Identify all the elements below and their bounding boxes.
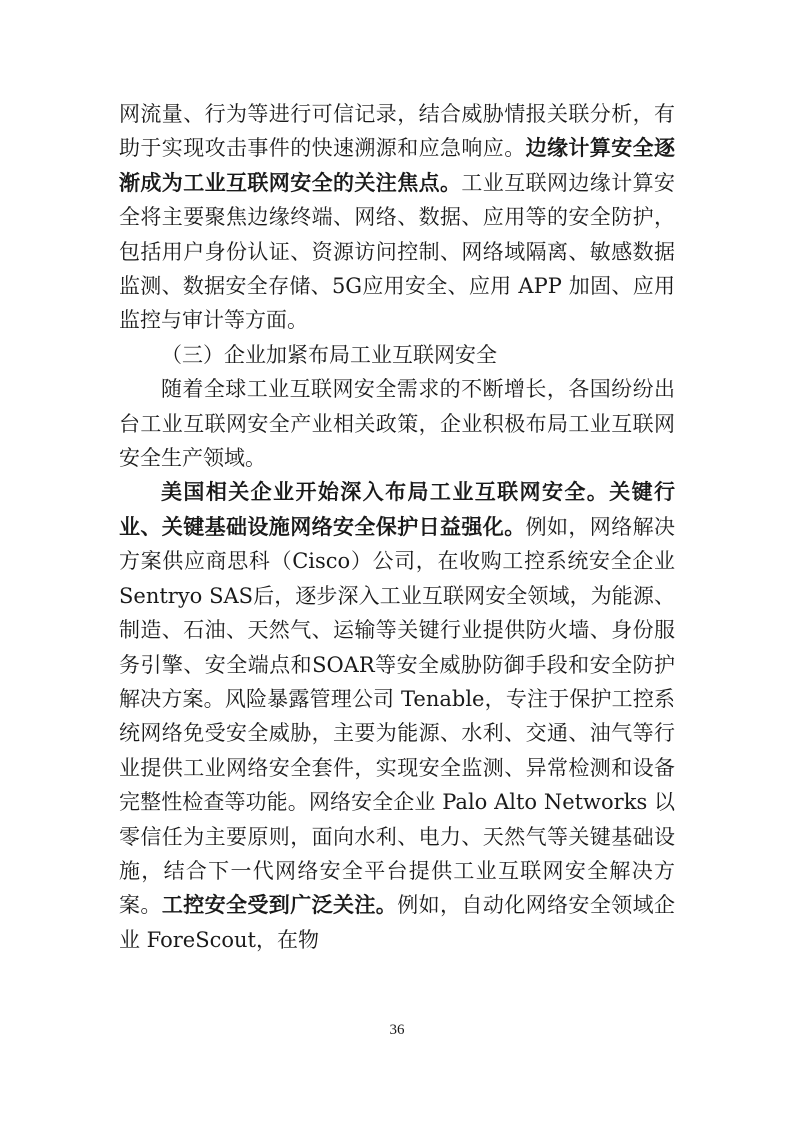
page-number: 36 bbox=[389, 1022, 405, 1038]
paragraph-industry-growth: 随着全球工业互联网安全需求的不断增长，各国纷纷出台工业互联网安全产业相关政策，企业积极布局工业互联网安全生产领域。 bbox=[119, 377, 675, 471]
emphasis-run: 美国相关企业开始深入布局工业互联网安全。关键行业、关键基础设施网络安全保护日益强化。 bbox=[119, 480, 675, 539]
body-text bbox=[119, 97, 675, 957]
emphasis-run: 边缘计算安全逐渐成为工业互联网安全的关注焦点。 bbox=[119, 136, 676, 195]
paragraph-us-enterprises bbox=[119, 475, 675, 957]
text-run: 例如，网络解决方案供应商思科（Cisco）公司，在收购工控系统安全企业 Sentryo SAS后，逐步深入工业互联网安全领域，为能源、制造、石油、天然气、运输等关键行业提供防火墙、身份服务引擎、安全端点和SOAR等安全威胁防御手段和安全防护解决方案。风险暴露管理公司 Tenable，专注于保护工控系统网络免受安全威胁，主要为能源、水利、交通、油气等行业提供工业网络安全套件，实现安全监测、异常检测和设备完整性检查等功能。网络安全企业 Palo Alto Networks 以零信任为主要原则，面向水利、电力、天然气等关键基础设施，结合下一代网络安全平台提供工业互联网安全解决方案。 bbox=[119, 514, 676, 918]
text-run: 工业互联网边缘计算安全将主要聚焦边缘终端、网络、数据、应用等的安全防护，包括用户身份认证、资源访问控制、网络域隔离、敏感数据监测、数据安全存储、5G应用安全、应用 APP 加固、应用监控与审计等方面。 bbox=[119, 170, 676, 333]
section-heading: （三）企业加紧布局工业互联网安全 bbox=[161, 342, 497, 367]
text-run: 网流量、行为等进行可信记录，结合威胁情报关联分析，有助于实现攻击事件的快速溯源和应急响应。 bbox=[119, 102, 675, 161]
text-run: 例如，自动化网络安全领域企业 ForeScout，在物 bbox=[119, 893, 676, 952]
paragraph-edge-computing bbox=[119, 97, 675, 338]
emphasis-run: 工控安全受到广泛关注。 bbox=[161, 893, 398, 918]
